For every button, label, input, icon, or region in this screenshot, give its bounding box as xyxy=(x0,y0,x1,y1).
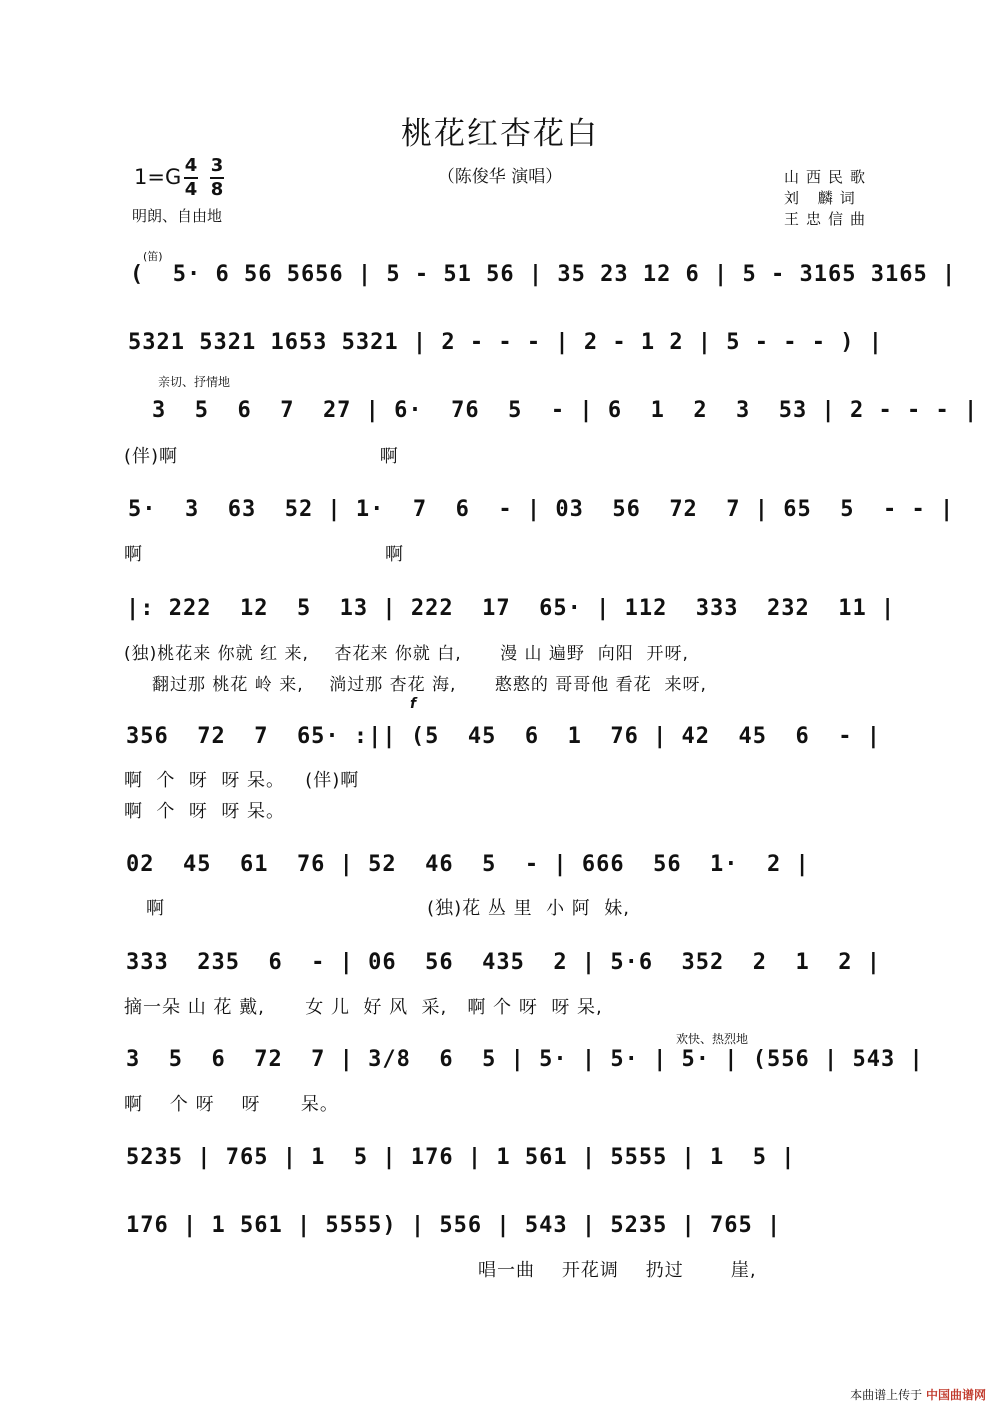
site-logo[interactable]: 中国曲谱网 xyxy=(925,1388,986,1402)
staff-row-4 xyxy=(0,497,1000,537)
dizi-marking: (笛) xyxy=(143,250,163,263)
performer-subtitle: （陈俊华 演唱） xyxy=(437,167,563,187)
staff-row-1 xyxy=(0,262,1000,302)
staff-row-2 xyxy=(0,330,1000,370)
notation-row-8: 333 235 6 - | 06 56 435 2 | 5·6 352 2 1 2 | xyxy=(126,950,881,975)
tempo-marking: 明朗、自由地 xyxy=(132,207,223,225)
expression-mark-2: 欢快、热烈地 xyxy=(676,1032,749,1046)
lyrics-row-5-verse-2: 翻过那 桃花 岭 来, 淌过那 杏花 海, 憨憨的 哥哥他 看花 来呀, xyxy=(152,675,707,695)
time-sig-top: 4 xyxy=(184,155,198,176)
forte-marking: f xyxy=(410,696,417,712)
staff-row-10 xyxy=(0,1145,1000,1185)
footer-credit xyxy=(850,1386,986,1403)
footer-text: 本曲谱上传于 xyxy=(850,1388,923,1402)
notation-row-3: 3 5 6 7 27 | 6· 76 5 - | 6 1 2 3 53 | 2 - - - | xyxy=(152,398,979,423)
lyrics-row-5-verse-1: (独)桃花来 你就 红 来, 杏花来 你就 白, 漫 山 遍野 向阳 开呀, xyxy=(124,644,689,664)
staff-row-6 xyxy=(0,724,1000,764)
notation-row-4: 5· 3 63 52 | 1· 7 6 - | 03 56 72 7 | 65 5 - - | xyxy=(128,497,955,522)
lyrics-row-9: 啊 个 呀 呀 呆。 xyxy=(124,1094,339,1115)
lyrics-row-11: 唱一曲 开花调 扔过 崖, xyxy=(478,1260,757,1281)
time-sig-bottom: 8 xyxy=(210,179,224,200)
credit-lyricist: 刘 麟词 xyxy=(784,189,862,207)
lyrics-row-6-verse-1: 啊 个 呀 呀 呆。 (伴)啊 xyxy=(124,770,360,791)
key-signature: 1=G xyxy=(134,165,182,189)
notation-row-11: 176 | 1 561 | 5555) | 556 | 543 | 5235 | 765 | xyxy=(126,1213,782,1238)
credit-origin: 山西民歌 xyxy=(784,168,873,186)
credit-composer: 王忠信曲 xyxy=(784,210,873,228)
notation-row-5: |: 222 12 5 13 | 222 17 65· | 112 333 232 11 | xyxy=(126,596,896,621)
notation-row-1: ( 5· 6 56 5656 | 5 - 51 56 | 35 23 12 6 | 5 - 3165 3165 | xyxy=(130,262,957,287)
staff-row-8 xyxy=(0,950,1000,990)
time-signature-4-4 xyxy=(184,157,198,199)
notation-row-10: 5235 | 765 | 1 5 | 176 | 1 561 | 5555 | 1 5 | xyxy=(126,1145,796,1170)
notation-row-9: 3 5 6 72 7 | 3/8 6 5 | 5· | 5· | 5· | (556 | 543 | xyxy=(126,1047,924,1072)
time-sig-top: 3 xyxy=(210,155,224,176)
staff-row-5 xyxy=(0,596,1000,636)
notation-row-2: 5321 5321 1653 5321 | 2 - - - | 2 - 1 2 | 5 - - - ) | xyxy=(128,330,883,355)
page-title: 桃花红杏花白 xyxy=(401,116,599,152)
time-signature-3-8 xyxy=(210,157,224,199)
notation-row-6: 356 72 7 65· :|| (5 45 6 1 76 | 42 45 6 - | xyxy=(126,724,881,749)
staff-row-3 xyxy=(0,398,1000,438)
notation-row-7: 02 45 61 76 | 52 46 5 - | 666 56 1· 2 | xyxy=(126,852,810,877)
lyrics-row-6-verse-2: 啊 个 呀 呀 呆。 xyxy=(124,801,286,822)
staff-row-9 xyxy=(0,1047,1000,1087)
lyrics-row-8: 摘一朵 山 花 戴, 女 儿 好 风 采, 啊 个 呀 呀 呆, xyxy=(124,997,603,1018)
staff-row-11 xyxy=(0,1213,1000,1253)
lyrics-row-7: 啊 (独)花 丛 里 小 阿 妹, xyxy=(146,898,630,919)
lyrics-row-3: (伴)啊 啊 xyxy=(124,446,399,467)
expression-mark-1: 亲切、抒情地 xyxy=(158,375,231,389)
staff-row-7 xyxy=(0,852,1000,892)
time-sig-bottom: 4 xyxy=(184,179,198,200)
lyrics-row-4: 啊 啊 xyxy=(124,544,404,565)
